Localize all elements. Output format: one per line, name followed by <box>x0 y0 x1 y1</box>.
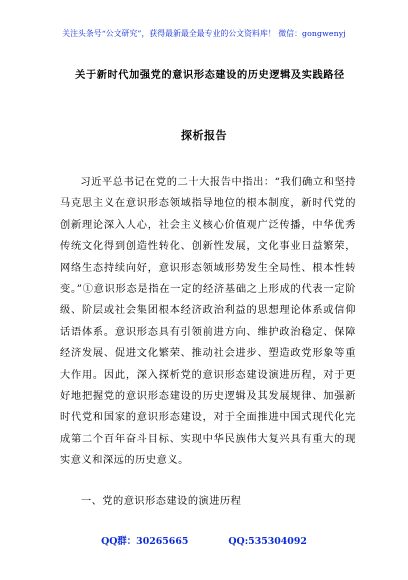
section-heading: 一、党的意识形态建设的演进历程 <box>81 496 242 507</box>
document-title: 关于新时代加强党的意识形态建设的历史逻辑及实践路径 <box>75 69 345 81</box>
body-paragraph: 习近平总书记在党的二十大报告中指出：“我们确立和坚持马克思主义在意识形态领域指导地位的根本制度，新时代党的创新理论深入人心，社会主义核心价值观广泛传播，中华优秀传统文化得到创造性转化、创新性发展，文化事业日益繁荣，网络生态持续向好，意识形态领域形势发生全局性、根本性转变。”①意识形态是指在一定的经济基础之上形成的代表一定阶级、阶层或社会集团根本经济政治利益的思想理论体系或信仰话语体系。意识形态具有引领前进方向、维护政治稳定、保障经济发展、促进文化繁荣、推动社会进步、塑造政党形象等重大作用。因此，深入探析党的意识形态建设演进历程，对于更好地把握党的意识形态建设的历史逻辑及其发展规律、加强新时代党和国家的意识形态建设，对于全面推进中国式现代化完成第二个百年奋斗目标、实现中华民族伟大复兴具有重大的现实意义和深远的历史意义。 <box>60 177 356 467</box>
header-promo-text: 关注头条号“公文研究”，获得最新最全最专业的公文资料库！ 微信：gongwenyj <box>62 29 346 38</box>
document-subtitle: 探析报告 <box>181 129 227 142</box>
footer-qq-group: QQ群：30265665 <box>101 536 189 547</box>
footer-qq: QQ:535304092 <box>228 536 307 547</box>
footer-contact <box>0 533 408 547</box>
